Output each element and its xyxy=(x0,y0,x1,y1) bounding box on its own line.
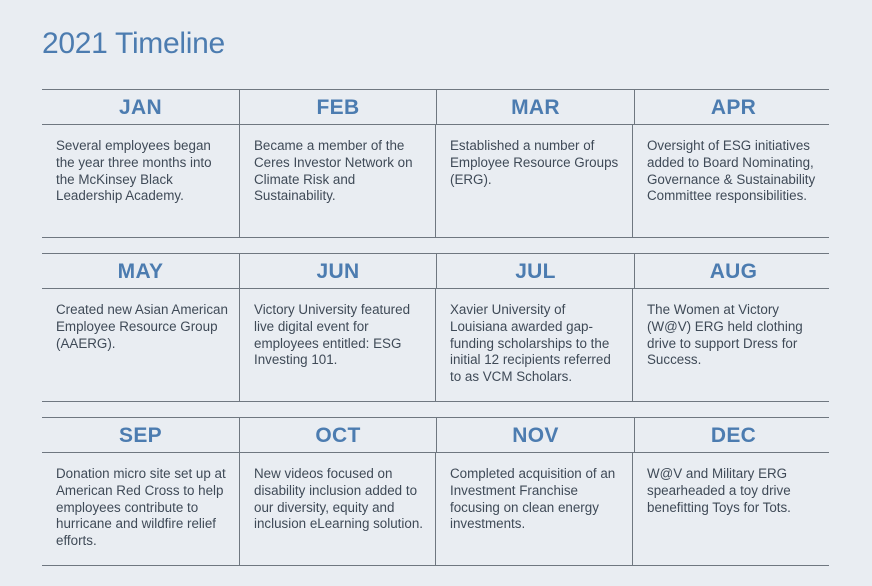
month-text-nov: Completed acquisition of an Investment Franchise focusing on clean energy investments. xyxy=(435,453,632,565)
timeline-row-q3 xyxy=(42,417,829,566)
month-text-jun: Victory University featured live digital event for employees entitled: ESG Investing 101. xyxy=(239,289,435,401)
month-label-feb: FEB xyxy=(239,90,436,124)
month-label-mar: MAR xyxy=(436,90,634,124)
month-label-jul: JUL xyxy=(436,254,634,288)
month-text-may: Created new Asian American Employee Resource Group (AAERG). xyxy=(56,302,228,351)
month-label-nov: NOV xyxy=(436,418,634,452)
month-header-row xyxy=(42,90,829,125)
month-text-jan: Several employees began the year three months into the McKinsey Black Leadership Academy. xyxy=(56,138,212,204)
month-text-aug: The Women at Victory (W@V) ERG held clothing drive to support Dress for Success. xyxy=(632,289,829,401)
month-label-sep: SEP xyxy=(119,424,162,447)
month-label-aug: AUG xyxy=(634,254,832,288)
month-text-sep: Donation micro site set up at American Red Cross to help employees contribute to hurricane and wildfire relief efforts. xyxy=(56,466,226,549)
month-header-row xyxy=(42,418,829,453)
month-label-jun: JUN xyxy=(239,254,436,288)
month-text-dec: W@V and Military ERG spearheaded a toy drive benefitting Toys for Tots. xyxy=(632,453,829,565)
page-title: 2021 Timeline xyxy=(42,27,225,60)
month-text-feb: Became a member of the Ceres Investor Network on Climate Risk and Sustainability. xyxy=(239,125,435,237)
month-label-jan: JAN xyxy=(119,96,162,119)
month-text-apr: Oversight of ESG initiatives added to Board Nominating, Governance & Sustainability Committee responsibilities. xyxy=(632,125,829,237)
month-text-mar: Established a number of Employee Resource Groups (ERG). xyxy=(435,125,632,237)
month-label-may: MAY xyxy=(117,260,164,283)
timeline-row-q1 xyxy=(42,89,829,238)
month-text-row xyxy=(42,125,829,237)
month-header-row xyxy=(42,254,829,289)
month-label-oct: OCT xyxy=(239,418,436,452)
month-text-row xyxy=(42,453,829,565)
month-text-jul: Xavier University of Louisiana awarded gap-funding scholarships to the initial 12 recipients referred to as VCM Scholars. xyxy=(435,289,632,401)
month-text-oct: New videos focused on disability inclusion added to our diversity, equity and inclusion eLearning solution. xyxy=(239,453,435,565)
timeline-row-q2 xyxy=(42,253,829,402)
month-label-dec: DEC xyxy=(634,418,832,452)
month-label-apr: APR xyxy=(634,90,832,124)
month-text-row xyxy=(42,289,829,401)
